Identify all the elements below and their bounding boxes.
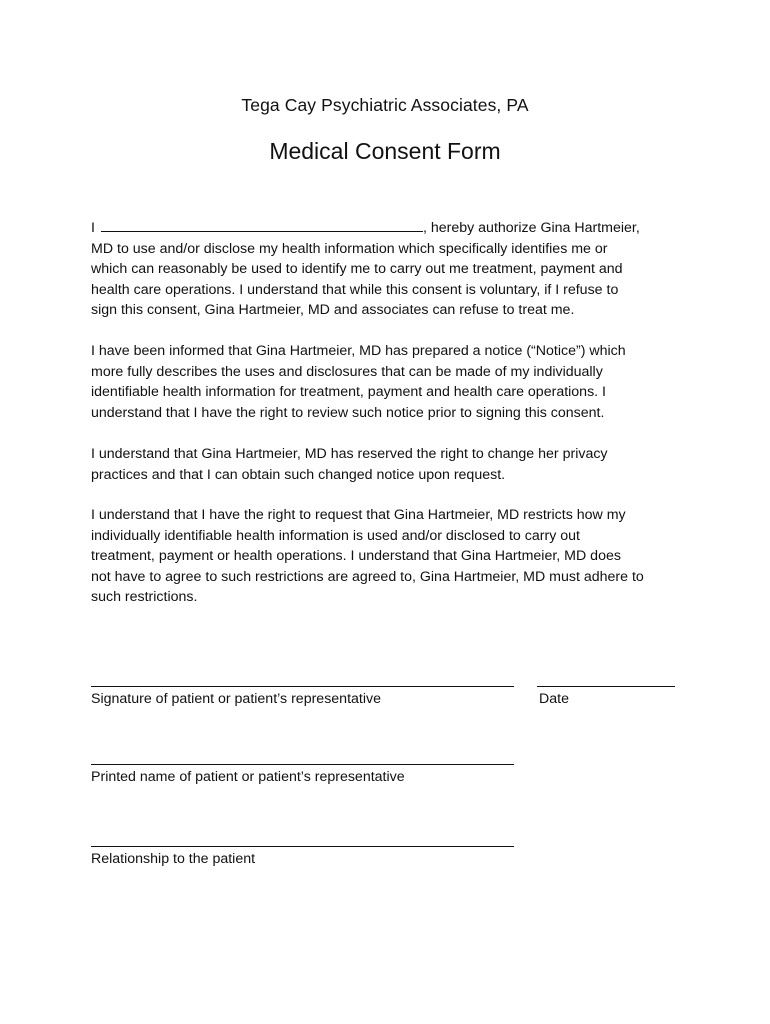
relationship-line[interactable]: [91, 846, 514, 847]
paragraph-line: identifiable health information for treatment, payment and health care operations. I: [91, 384, 606, 401]
paragraph-line: I , hereby authorize Gina Hartmeier,: [91, 220, 640, 236]
relationship-label: Relationship to the patient: [91, 851, 256, 867]
signature-label: Signature of patient or patient’s representative: [91, 691, 381, 707]
paragraph-line: understand that I have the right to review such notice prior to signing this consent.: [91, 404, 605, 421]
paragraph-line: I understand that Gina Hartmeier, MD has reserved the right to change her privacy: [91, 446, 608, 462]
practice-name: Tega Cay Psychiatric Associates, PA: [241, 95, 529, 115]
printed-name-label: Printed name of patient or patient’s representative: [91, 769, 405, 785]
paragraph-line: I have been informed that Gina Hartmeier, MD has prepared a notice (“Notice”) which: [91, 343, 626, 359]
patient-name-blank[interactable]: [101, 219, 423, 232]
paragraph-line: MD to use and/or disclose my health information which specifically identifies me or: [91, 240, 608, 257]
paragraph-line: I understand that I have the right to request that Gina Hartmeier, MD restricts how my: [91, 507, 626, 523]
paragraph-line: individually identifiable health information is used and/or disclosed to carry out: [91, 527, 580, 544]
paragraph-line: practices and that I can obtain such changed notice upon request.: [91, 466, 506, 483]
date-line[interactable]: [537, 686, 675, 687]
paragraph-line: such restrictions.: [91, 589, 198, 606]
paragraph-line: which can reasonably be used to identify me to carry out me treatment, payment and: [91, 261, 623, 278]
pronoun-i: I: [91, 220, 95, 236]
paragraph-line: not have to agree to such restrictions are agreed to, Gina Hartmeier, MD must adhere to: [91, 568, 644, 585]
form-title: Medical Consent Form: [269, 138, 501, 164]
privacy-practices-paragraph: [91, 444, 691, 485]
printed-name-line[interactable]: [91, 764, 514, 765]
authorization-paragraph: [91, 218, 691, 321]
paragraph-line: health care operations. I understand that while this consent is voluntary, if I refuse to: [91, 281, 619, 298]
restrictions-paragraph: [91, 505, 691, 608]
paragraph-line: treatment, payment or health operations. I understand that Gina Hartmeier, MD does: [91, 548, 621, 565]
paragraph-line: more fully describes the uses and disclosures that can be made of my individually: [91, 363, 603, 380]
paragraph-line: sign this consent, Gina Hartmeier, MD and associates can refuse to treat me.: [91, 302, 575, 319]
notice-paragraph: [91, 341, 691, 423]
date-label: Date: [539, 691, 569, 707]
signature-line[interactable]: [91, 686, 514, 687]
